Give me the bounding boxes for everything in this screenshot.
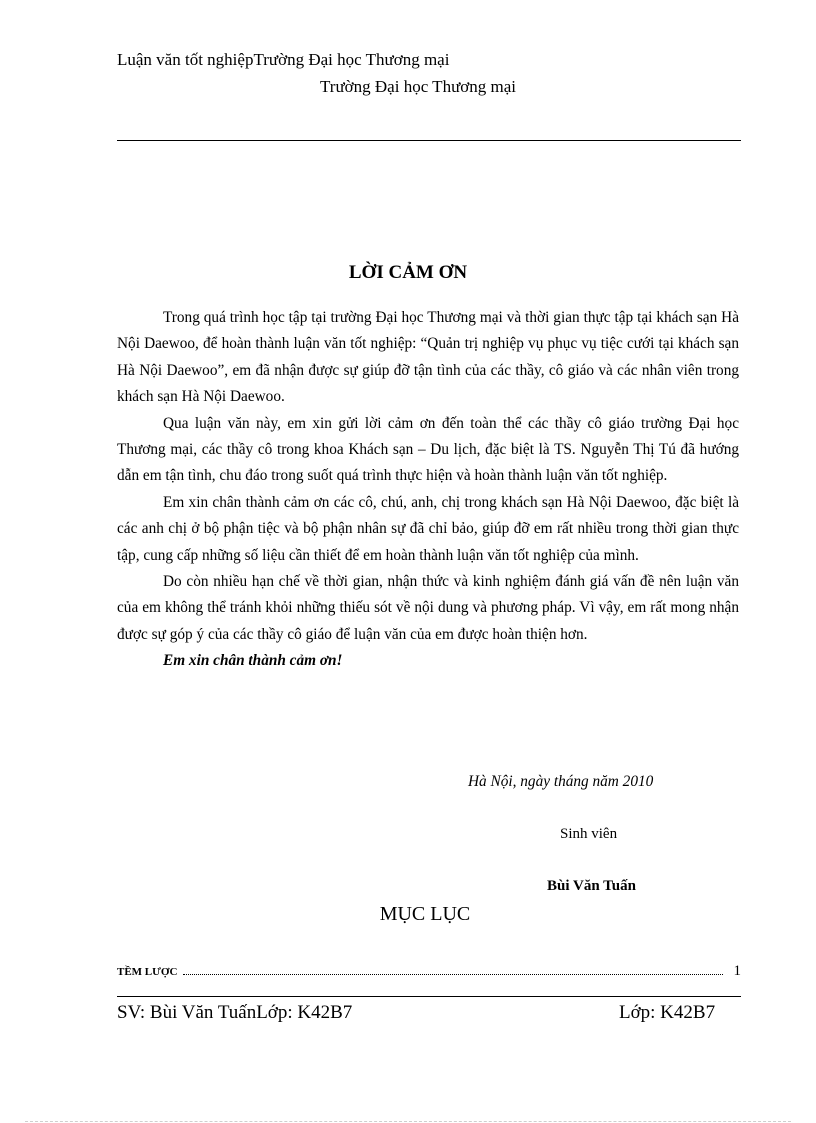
header-line-2: Trường Đại học Thương mại — [320, 77, 517, 96]
toc-entry-label: TỀM LƯỢC — [117, 966, 178, 978]
toc-entry-page: 1 — [733, 963, 741, 979]
closing-line: Em xin chân thành cảm ơn! — [163, 652, 343, 670]
page-boundary — [25, 1121, 791, 1122]
header-line-1: Luận văn tốt nghiệpTrường Đại học Thương mại — [117, 50, 450, 69]
acknowledgement-paragraph: Trong quá trình học tập tại trường Đại học Thương mại và thời gian thực tập tại khách sạn Hà Nội Daewoo, để hoàn thành luận văn tốt nghiệp: “Quản trị nghiệp vụ phục vụ tiệc cưới tại khách sạn Hà Nội Daewoo”, em đã nhận được sự giúp đỡ tận tình của các thầy, cô giáo và các nhân viên trong khách sạn Hà Nội Daewoo. — [117, 309, 739, 406]
signer-role: Sinh viên — [560, 826, 618, 842]
signer-name: Bùi Văn Tuấn — [547, 878, 636, 894]
acknowledgement-paragraph: Qua luận văn này, em xin gửi lời cảm ơn đến toàn thể các thầy cô giáo trường Đại học Thương mại, các thầy cô trong khoa Khách sạn – Du lịch, đặc biệt là TS. Nguyễn Thị Tú đã hướng dẫn em tận tình, chu đáo trong suốt quá trình thực hiện và hoàn thành luận văn tốt nghiệp. — [117, 414, 739, 485]
place-date: Hà Nội, ngày tháng năm 2010 — [468, 773, 654, 790]
acknowledgement-paragraph: Em xin chân thành cảm ơn các cô, chú, anh, chị trong khách sạn Hà Nội Daewoo, đặc biệt là các anh chị ở bộ phận tiệc và bộ phận nhân sự đã chỉ bảo, giúp đỡ em rất nhiều trong thời gian thực tập, cung cấp những số liệu cần thiết để em hoàn thành luận văn tốt nghiệp của mình. — [117, 493, 739, 564]
toc-entry[interactable] — [117, 962, 741, 982]
header-rule — [117, 140, 741, 141]
acknowledgement-body — [117, 305, 739, 675]
acknowledgement-title: LỜI CẢM ƠN — [348, 262, 468, 283]
footer-right: Lớp: K42B7 — [619, 1002, 716, 1023]
footer-left: SV: Bùi Văn TuấnLớp: K42B7 — [117, 1002, 353, 1023]
toc-title: MỤC LỤC — [379, 903, 471, 925]
toc-leader-dots — [183, 962, 723, 975]
acknowledgement-paragraph: Do còn nhiều hạn chế về thời gian, nhận thức và kinh nghiệm đánh giá vấn đề nên luận văn của em không thể tránh khỏi những thiếu sót về nội dung và phương pháp. Vì vậy, em rất mong nhận được sự góp ý của các thầy cô giáo để luận văn của em được hoàn thiện hơn. — [117, 573, 739, 643]
footer-rule — [117, 996, 741, 997]
